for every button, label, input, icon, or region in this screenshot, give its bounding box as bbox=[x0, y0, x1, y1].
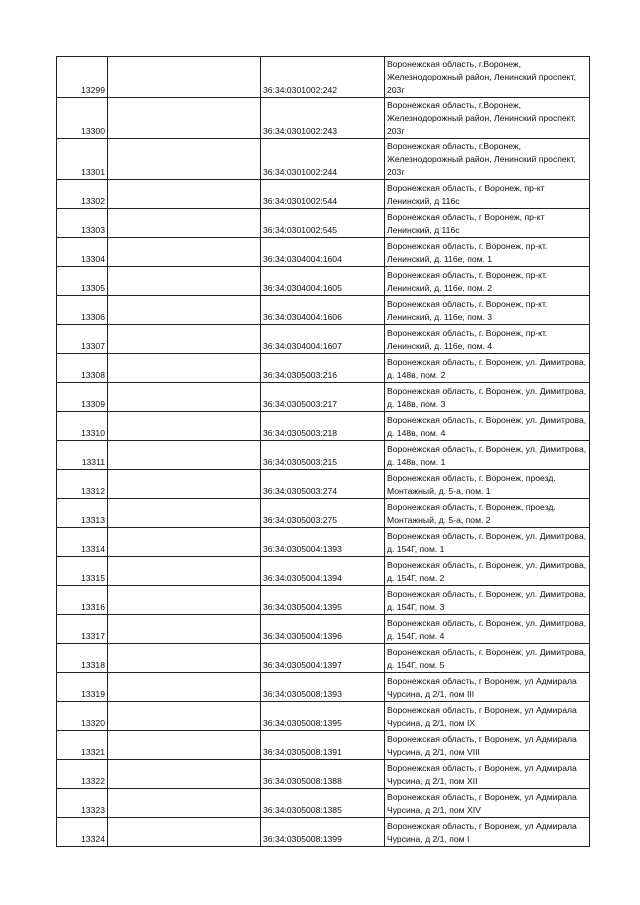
cadastral-number-cell: 36:34:0305008:1399 bbox=[261, 818, 385, 847]
table-row bbox=[57, 354, 590, 383]
table-row bbox=[57, 644, 590, 673]
cadastral-number-cell: 36:34:0304004:1604 bbox=[261, 238, 385, 267]
empty-cell bbox=[108, 557, 261, 586]
address-cell: Воронежская область, г Воронеж, пр-кт Ленинский, д 116с bbox=[385, 180, 590, 209]
row-number-cell: 13317 bbox=[57, 615, 108, 644]
empty-cell bbox=[108, 760, 261, 789]
cadastral-number-cell: 36:34:0301002:545 bbox=[261, 209, 385, 238]
cadastral-number-cell: 36:34:0305008:1393 bbox=[261, 673, 385, 702]
cadastral-number-cell: 36:34:0304004:1605 bbox=[261, 267, 385, 296]
registry-table-body bbox=[57, 57, 590, 847]
table-row bbox=[57, 412, 590, 441]
address-cell: Воронежская область, г.Воронеж, Железнодорожный район, Ленинский проспект, 203г bbox=[385, 57, 590, 98]
table-row bbox=[57, 98, 590, 139]
table-row bbox=[57, 673, 590, 702]
address-cell: Воронежская область, г. Воронеж, проезд. Монтажный, д. 5-а, пом. 2 bbox=[385, 499, 590, 528]
cadastral-number-cell: 36:34:0305003:274 bbox=[261, 470, 385, 499]
cadastral-number-cell: 36:34:0305003:217 bbox=[261, 383, 385, 412]
cadastral-number-cell: 36:34:0305003:218 bbox=[261, 412, 385, 441]
row-number-cell: 13324 bbox=[57, 818, 108, 847]
address-cell: Воронежская область, г Воронеж, ул Адмирала Чурсина, д 2/1, пом XII bbox=[385, 760, 590, 789]
empty-cell bbox=[108, 354, 261, 383]
row-number-cell: 13309 bbox=[57, 383, 108, 412]
table-row bbox=[57, 760, 590, 789]
empty-cell bbox=[108, 586, 261, 615]
cadastral-number-cell: 36:34:0305004:1396 bbox=[261, 615, 385, 644]
empty-cell bbox=[108, 412, 261, 441]
table-row bbox=[57, 209, 590, 238]
empty-cell bbox=[108, 731, 261, 760]
table-row bbox=[57, 238, 590, 267]
table-row bbox=[57, 325, 590, 354]
address-cell: Воронежская область, г. Воронеж, ул. Димитрова, д. 148в, пом. 4 bbox=[385, 412, 590, 441]
table-row bbox=[57, 267, 590, 296]
table-row bbox=[57, 818, 590, 847]
table-row bbox=[57, 296, 590, 325]
table-row bbox=[57, 499, 590, 528]
row-number-cell: 13320 bbox=[57, 702, 108, 731]
address-cell: Воронежская область, г. Воронеж, пр-кт. Ленинский, д. 116е, пом. 2 bbox=[385, 267, 590, 296]
cadastral-number-cell: 36:34:0305003:275 bbox=[261, 499, 385, 528]
table-row bbox=[57, 57, 590, 98]
row-number-cell: 13318 bbox=[57, 644, 108, 673]
empty-cell bbox=[108, 673, 261, 702]
address-cell: Воронежская область, г. Воронеж, ул. Димитрова, д. 154Г, пом. 1 bbox=[385, 528, 590, 557]
empty-cell bbox=[108, 789, 261, 818]
row-number-cell: 13316 bbox=[57, 586, 108, 615]
empty-cell bbox=[108, 209, 261, 238]
cadastral-number-cell: 36:34:0301002:244 bbox=[261, 139, 385, 180]
cadastral-number-cell: 36:34:0305003:216 bbox=[261, 354, 385, 383]
empty-cell bbox=[108, 702, 261, 731]
row-number-cell: 13323 bbox=[57, 789, 108, 818]
table-row bbox=[57, 586, 590, 615]
table-row bbox=[57, 139, 590, 180]
address-cell: Воронежская область, г Воронеж, ул Адмирала Чурсина, д 2/1, пом IX bbox=[385, 702, 590, 731]
cadastral-number-cell: 36:34:0305004:1394 bbox=[261, 557, 385, 586]
row-number-cell: 13319 bbox=[57, 673, 108, 702]
property-registry-table bbox=[56, 56, 590, 847]
row-number-cell: 13304 bbox=[57, 238, 108, 267]
table-row bbox=[57, 470, 590, 499]
cadastral-number-cell: 36:34:0305008:1395 bbox=[261, 702, 385, 731]
address-cell: Воронежская область, г. Воронеж, ул. Димитрова, д. 148в, пом. 3 bbox=[385, 383, 590, 412]
cadastral-number-cell: 36:34:0305008:1388 bbox=[261, 760, 385, 789]
address-cell: Воронежская область, г Воронеж, ул Адмирала Чурсина, д 2/1, пом VIII bbox=[385, 731, 590, 760]
empty-cell bbox=[108, 499, 261, 528]
table-row bbox=[57, 731, 590, 760]
cadastral-number-cell: 36:34:0301002:544 bbox=[261, 180, 385, 209]
row-number-cell: 13314 bbox=[57, 528, 108, 557]
row-number-cell: 13308 bbox=[57, 354, 108, 383]
empty-cell bbox=[108, 470, 261, 499]
row-number-cell: 13321 bbox=[57, 731, 108, 760]
row-number-cell: 13307 bbox=[57, 325, 108, 354]
table-row bbox=[57, 557, 590, 586]
row-number-cell: 13300 bbox=[57, 98, 108, 139]
address-cell: Воронежская область, г.Воронеж, Железнодорожный район, Ленинский проспект, 203г bbox=[385, 139, 590, 180]
address-cell: Воронежская область, г Воронеж, ул Адмирала Чурсина, д 2/1, пом III bbox=[385, 673, 590, 702]
cadastral-number-cell: 36:34:0305004:1397 bbox=[261, 644, 385, 673]
row-number-cell: 13303 bbox=[57, 209, 108, 238]
cadastral-number-cell: 36:34:0305004:1395 bbox=[261, 586, 385, 615]
empty-cell bbox=[108, 528, 261, 557]
empty-cell bbox=[108, 296, 261, 325]
address-cell: Воронежская область, г. Воронеж, ул. Димитрова, д. 154Г, пом. 4 bbox=[385, 615, 590, 644]
empty-cell bbox=[108, 98, 261, 139]
address-cell: Воронежская область, г. Воронеж, пр-кт. Ленинский, д. 116е, пом. 1 bbox=[385, 238, 590, 267]
row-number-cell: 13302 bbox=[57, 180, 108, 209]
empty-cell bbox=[108, 139, 261, 180]
empty-cell bbox=[108, 180, 261, 209]
empty-cell bbox=[108, 441, 261, 470]
address-cell: Воронежская область, г. Воронеж, ул. Димитрова, д. 148в, пом. 2 bbox=[385, 354, 590, 383]
cadastral-number-cell: 36:34:0301002:243 bbox=[261, 98, 385, 139]
empty-cell bbox=[108, 325, 261, 354]
address-cell: Воронежская область, г. Воронеж, ул. Димитрова, д. 154Г, пом. 2 bbox=[385, 557, 590, 586]
table-row bbox=[57, 528, 590, 557]
table-row bbox=[57, 383, 590, 412]
row-number-cell: 13315 bbox=[57, 557, 108, 586]
table-row bbox=[57, 702, 590, 731]
table-row bbox=[57, 441, 590, 470]
empty-cell bbox=[108, 57, 261, 98]
cadastral-number-cell: 36:34:0305008:1391 bbox=[261, 731, 385, 760]
address-cell: Воронежская область, г.Воронеж, Железнодорожный район, Ленинский проспект, 203г bbox=[385, 98, 590, 139]
table-row bbox=[57, 180, 590, 209]
row-number-cell: 13306 bbox=[57, 296, 108, 325]
row-number-cell: 13312 bbox=[57, 470, 108, 499]
address-cell: Воронежская область, г. Воронеж, ул. Димитрова, д. 154Г, пом. 3 bbox=[385, 586, 590, 615]
table-row bbox=[57, 615, 590, 644]
address-cell: Воронежская область, г Воронеж, пр-кт Ленинский, д 116с bbox=[385, 209, 590, 238]
address-cell: Воронежская область, г. Воронеж, ул. Димитрова, д. 154Г, пом. 5 bbox=[385, 644, 590, 673]
row-number-cell: 13311 bbox=[57, 441, 108, 470]
empty-cell bbox=[108, 383, 261, 412]
address-cell: Воронежская область, г. Воронеж, ул. Димитрова, д. 148в, пом. 1 bbox=[385, 441, 590, 470]
row-number-cell: 13299 bbox=[57, 57, 108, 98]
empty-cell bbox=[108, 644, 261, 673]
cadastral-number-cell: 36:34:0305003:215 bbox=[261, 441, 385, 470]
address-cell: Воронежская область, г. Воронеж, пр-кт. Ленинский, д. 116е, пом. 4 bbox=[385, 325, 590, 354]
address-cell: Воронежская область, г Воронеж, ул Адмирала Чурсина, д 2/1, пом I bbox=[385, 818, 590, 847]
cadastral-number-cell: 36:34:0305008:1385 bbox=[261, 789, 385, 818]
row-number-cell: 13313 bbox=[57, 499, 108, 528]
address-cell: Воронежская область, г. Воронеж, проезд. Монтажный, д. 5-а, пом. 1 bbox=[385, 470, 590, 499]
row-number-cell: 13310 bbox=[57, 412, 108, 441]
empty-cell bbox=[108, 818, 261, 847]
cadastral-number-cell: 36:34:0304004:1607 bbox=[261, 325, 385, 354]
row-number-cell: 13305 bbox=[57, 267, 108, 296]
empty-cell bbox=[108, 615, 261, 644]
row-number-cell: 13322 bbox=[57, 760, 108, 789]
cadastral-number-cell: 36:34:0301002:242 bbox=[261, 57, 385, 98]
empty-cell bbox=[108, 238, 261, 267]
table-row bbox=[57, 789, 590, 818]
cadastral-number-cell: 36:34:0304004:1606 bbox=[261, 296, 385, 325]
cadastral-number-cell: 36:34:0305004:1393 bbox=[261, 528, 385, 557]
address-cell: Воронежская область, г Воронеж, ул Адмирала Чурсина, д 2/1, пом XIV bbox=[385, 789, 590, 818]
address-cell: Воронежская область, г. Воронеж, пр-кт. Ленинский, д. 116е, пом. 3 bbox=[385, 296, 590, 325]
empty-cell bbox=[108, 267, 261, 296]
row-number-cell: 13301 bbox=[57, 139, 108, 180]
